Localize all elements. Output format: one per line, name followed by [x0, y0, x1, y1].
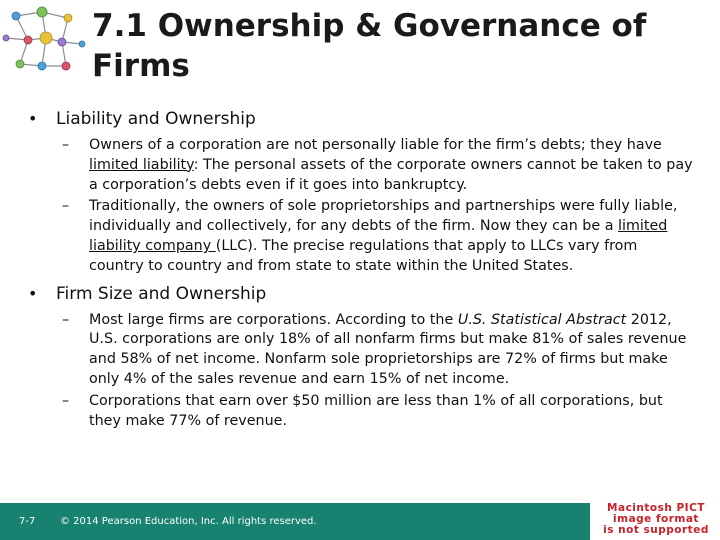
sub-item	[62, 136, 696, 195]
unsupported-image-placeholder	[592, 503, 720, 540]
text-run: (LLC). The precise regulations that apply to LLCs vary from country to country and from state to state within the United States.	[89, 237, 638, 274]
bullet-item	[28, 108, 696, 130]
sub-item	[62, 392, 696, 432]
text-run: Traditionally, the owners of sole proprietorships and partnerships were fully liable, individually and collectively, for any debts of the firm. Now they can be a	[89, 198, 678, 235]
text-run: Most large firms are corporations. According to the	[89, 311, 458, 328]
placeholder-line: image format	[613, 513, 699, 525]
section-liability	[28, 108, 696, 277]
source-title: U.S. Statistical Abstract	[457, 311, 627, 328]
sub-item-text	[89, 136, 696, 195]
dash-icon: –	[62, 137, 70, 153]
slide-footer	[0, 503, 590, 540]
text-run: Owners of a corporation are not personally liable for the firm’s debts; they have	[89, 137, 662, 153]
sub-item-text	[89, 197, 696, 276]
text-run: 2012, U.S. corporations are only 18% of all nonfarm firms but make 81% of sales revenue and 58% of net income. Nonfarm sole proprietorships are 72% of firms but make only 4% of the sales revenue and earn 15% of net income.	[89, 311, 687, 387]
text-run: : The personal assets of the corporate owners cannot be taken to pay a corporation’s debts even if it goes into bankruptcy.	[89, 156, 693, 193]
section-heading: Liability and Ownership	[56, 109, 256, 129]
dash-icon: –	[62, 311, 70, 328]
section-heading: Firm Size and Ownership	[56, 283, 267, 304]
sub-item	[62, 311, 696, 390]
bullet-item	[28, 283, 696, 305]
sub-item-text: Corporations that earn over $50 million are less than 1% of all corporations, but they make 77% of revenue.	[89, 392, 663, 429]
bullet-icon: •	[28, 283, 38, 303]
dash-icon: –	[62, 392, 70, 409]
molecule-network-icon	[2, 2, 86, 80]
copyright-text: © 2014 Pearson Education, Inc. All rights reserved.	[60, 516, 317, 527]
section-firm-size	[28, 283, 696, 432]
slide-body	[28, 108, 696, 437]
limited-liability-link[interactable]: limited liability	[89, 156, 194, 173]
sub-item-text	[89, 311, 696, 390]
dash-icon: –	[62, 198, 70, 215]
bullet-icon: •	[28, 109, 38, 128]
llc-link[interactable]: limited liability company	[89, 218, 668, 254]
placeholder-line: is not supported	[603, 524, 709, 536]
page-number: 7-7	[19, 516, 36, 527]
sub-item	[62, 197, 696, 276]
slide-title: 7.1 Ownership & Governance of Firms	[92, 8, 647, 84]
placeholder-line: Macintosh PICT	[607, 503, 705, 514]
